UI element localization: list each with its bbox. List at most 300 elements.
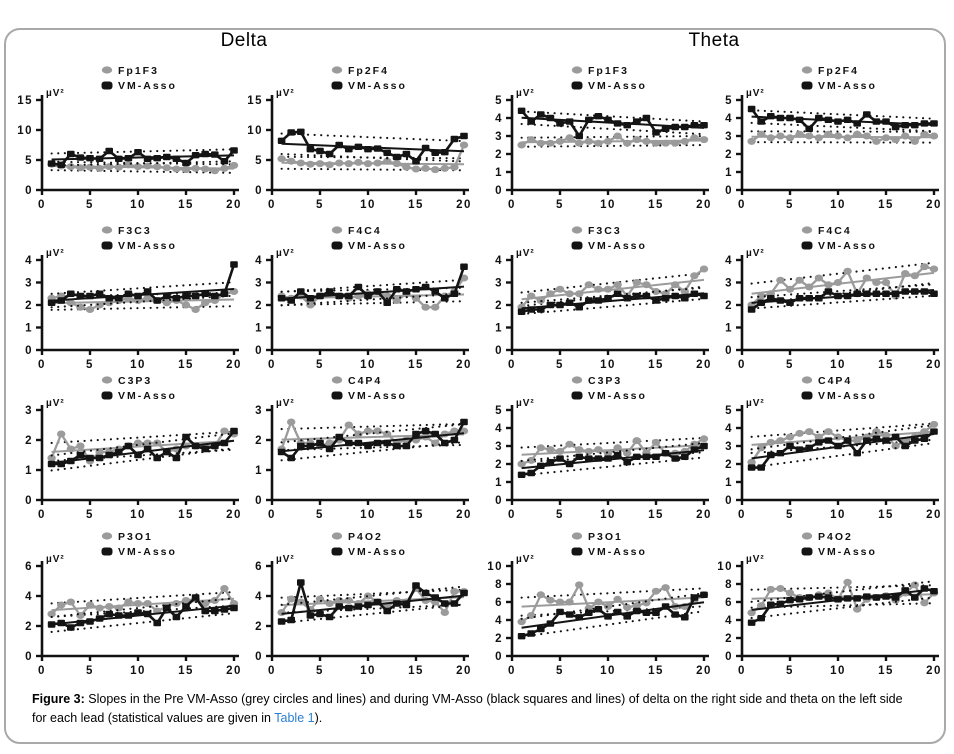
data-point-circle xyxy=(795,131,803,138)
subplot-theta-fp1f3 xyxy=(482,60,716,218)
data-point-square xyxy=(662,295,670,301)
data-point-square xyxy=(364,443,372,449)
legend-vm-marker xyxy=(332,82,343,90)
data-point-square xyxy=(182,603,190,609)
data-point-square xyxy=(786,443,794,449)
data-point-square xyxy=(873,291,881,297)
data-point-circle xyxy=(546,290,554,297)
data-point-circle xyxy=(700,435,708,442)
data-point-circle xyxy=(441,165,449,172)
legend-pre-label: F4C4 xyxy=(818,225,852,237)
data-point-square xyxy=(441,295,449,301)
data-point-square xyxy=(345,605,353,611)
data-point-square xyxy=(230,428,238,434)
data-point-square xyxy=(48,621,56,627)
data-point-square xyxy=(460,419,468,425)
data-point-square xyxy=(882,437,890,443)
svg-text:4: 4 xyxy=(495,113,503,125)
data-point-square xyxy=(614,609,622,615)
data-point-circle xyxy=(460,142,468,149)
data-point-circle xyxy=(546,140,554,147)
legend-pre-marker xyxy=(332,226,342,233)
legend-pre-label: C3P3 xyxy=(588,375,623,387)
chart-canvas xyxy=(712,220,946,378)
chart-canvas xyxy=(712,370,946,528)
svg-text:20: 20 xyxy=(696,199,712,211)
svg-text:15: 15 xyxy=(878,509,894,521)
subplot-theta-p3o1 xyxy=(482,526,716,684)
data-point-circle xyxy=(930,266,938,273)
data-point-circle xyxy=(872,138,880,145)
data-point-square xyxy=(77,293,85,299)
data-point-circle xyxy=(776,277,784,284)
data-point-square xyxy=(623,122,631,128)
data-point-circle xyxy=(421,165,429,172)
svg-text:5: 5 xyxy=(725,95,733,107)
data-point-square xyxy=(221,291,229,297)
legend-pre-marker xyxy=(332,66,342,73)
data-point-square xyxy=(892,291,900,297)
data-point-circle xyxy=(105,603,113,610)
data-point-square xyxy=(345,293,353,299)
data-point-circle xyxy=(182,166,190,173)
data-point-square xyxy=(537,463,545,469)
data-point-square xyxy=(575,133,583,139)
svg-text:5: 5 xyxy=(786,359,794,371)
data-point-square xyxy=(786,300,794,306)
data-point-circle xyxy=(901,133,909,140)
data-point-square xyxy=(527,306,535,312)
data-point-circle xyxy=(700,136,708,143)
data-point-square xyxy=(901,288,909,294)
svg-text:10: 10 xyxy=(487,561,503,573)
data-point-square xyxy=(700,293,708,299)
data-point-square xyxy=(211,443,219,449)
svg-text:20: 20 xyxy=(226,359,242,371)
data-point-circle xyxy=(306,302,314,309)
data-point-square xyxy=(815,593,823,599)
legend-pre-label: C4P4 xyxy=(818,375,853,387)
svg-text:0: 0 xyxy=(255,345,263,357)
svg-text:10: 10 xyxy=(247,125,263,137)
data-point-square xyxy=(393,154,401,160)
legend-vm-label: VM-Asso xyxy=(348,80,407,92)
svg-text:5: 5 xyxy=(556,509,564,521)
data-point-square xyxy=(173,614,181,620)
legend-vm-marker xyxy=(802,242,813,250)
data-point-square xyxy=(921,585,929,591)
legend-vm-marker xyxy=(572,82,583,90)
chart-canvas xyxy=(482,220,716,378)
data-point-circle xyxy=(767,439,775,446)
data-point-square xyxy=(96,291,104,297)
data-point-square xyxy=(374,440,382,446)
svg-text:4: 4 xyxy=(255,255,263,267)
subplot-delta-f4c4 xyxy=(242,220,476,378)
legend-vm-label: VM-Asso xyxy=(348,390,407,402)
data-point-square xyxy=(547,620,555,626)
data-point-square xyxy=(614,120,622,126)
data-point-square xyxy=(805,295,813,301)
svg-text:3: 3 xyxy=(725,441,733,453)
data-point-circle xyxy=(325,600,333,607)
data-point-circle xyxy=(613,596,621,603)
data-point-square xyxy=(518,108,526,114)
subplot-theta-c4p4 xyxy=(712,370,946,528)
chart-canvas xyxy=(12,60,246,218)
svg-text:0: 0 xyxy=(508,359,516,371)
data-point-circle xyxy=(277,155,285,162)
data-point-circle xyxy=(431,166,439,173)
data-point-circle xyxy=(277,609,285,616)
data-point-square xyxy=(307,612,315,618)
data-point-square xyxy=(422,145,430,151)
svg-text:20: 20 xyxy=(926,509,942,521)
y-axis-unit: µV² xyxy=(746,88,765,99)
data-point-circle xyxy=(287,419,295,426)
data-point-circle xyxy=(834,133,842,140)
svg-text:1: 1 xyxy=(25,465,33,477)
data-point-circle xyxy=(747,138,755,145)
data-point-circle xyxy=(441,609,449,616)
svg-text:3: 3 xyxy=(255,277,263,290)
confidence-band-dotted xyxy=(282,134,464,142)
data-point-square xyxy=(882,291,890,297)
table-1-link[interactable]: Table 1 xyxy=(274,711,315,726)
svg-text:10: 10 xyxy=(360,509,376,521)
legend-pre-label: F4C4 xyxy=(348,225,382,237)
legend-vm-label: VM-Asso xyxy=(818,546,877,558)
data-point-circle xyxy=(172,166,180,173)
svg-text:0: 0 xyxy=(25,345,33,357)
subplot-theta-f4c4 xyxy=(712,220,946,378)
data-point-square xyxy=(221,440,229,446)
data-point-square xyxy=(86,618,94,624)
svg-text:3: 3 xyxy=(725,131,733,143)
data-point-square xyxy=(652,129,660,135)
data-point-square xyxy=(393,286,401,292)
legend-pre-label: F3C3 xyxy=(588,225,622,237)
data-point-circle xyxy=(911,138,919,145)
svg-text:6: 6 xyxy=(25,561,33,573)
data-point-circle xyxy=(901,270,909,277)
svg-text:3: 3 xyxy=(255,405,263,417)
data-point-square xyxy=(556,120,564,126)
data-point-square xyxy=(230,147,238,153)
data-point-circle xyxy=(824,131,832,138)
data-point-square xyxy=(643,293,651,299)
y-axis-unit: µV² xyxy=(276,398,295,409)
legend-vm-label: VM-Asso xyxy=(818,240,877,252)
column-header-theta: Theta xyxy=(688,30,740,51)
data-point-circle xyxy=(613,281,621,288)
data-point-circle xyxy=(613,133,621,140)
legend-pre-marker xyxy=(102,66,112,73)
data-point-circle xyxy=(575,581,583,588)
svg-text:20: 20 xyxy=(926,199,942,211)
data-point-square xyxy=(201,291,209,297)
data-point-square xyxy=(825,594,833,600)
svg-text:0: 0 xyxy=(738,199,746,211)
data-point-square xyxy=(604,455,612,461)
data-point-square xyxy=(921,436,929,442)
svg-text:15: 15 xyxy=(17,95,33,107)
confidence-band-dotted xyxy=(52,432,234,443)
legend-vm-label: VM-Asso xyxy=(348,240,407,252)
data-point-circle xyxy=(306,161,314,168)
data-point-square xyxy=(153,297,161,303)
svg-text:1: 1 xyxy=(255,465,263,477)
data-point-square xyxy=(412,431,420,437)
data-point-circle xyxy=(834,434,842,441)
svg-text:5: 5 xyxy=(786,665,794,677)
svg-text:0: 0 xyxy=(268,665,276,677)
data-point-square xyxy=(374,599,382,605)
legend-vm-marker xyxy=(332,392,343,400)
data-point-circle xyxy=(345,597,353,604)
data-point-square xyxy=(153,620,161,626)
data-point-circle xyxy=(604,138,612,145)
data-point-square xyxy=(556,609,564,615)
data-point-square xyxy=(125,612,133,618)
data-point-square xyxy=(681,124,689,130)
y-axis-unit: µV² xyxy=(46,88,65,99)
svg-text:20: 20 xyxy=(456,509,472,521)
svg-text:10: 10 xyxy=(600,509,616,521)
svg-text:15: 15 xyxy=(178,359,194,371)
data-point-square xyxy=(930,120,938,126)
data-point-square xyxy=(173,295,181,301)
data-point-circle xyxy=(594,446,602,453)
data-point-square xyxy=(643,454,651,460)
data-point-square xyxy=(383,440,391,446)
data-point-square xyxy=(316,440,324,446)
data-point-square xyxy=(77,452,85,458)
data-point-square xyxy=(211,151,219,157)
data-point-circle xyxy=(872,279,880,286)
data-point-circle xyxy=(815,134,823,141)
data-point-square xyxy=(441,440,449,446)
data-point-circle xyxy=(325,161,333,168)
chart-canvas xyxy=(712,60,946,218)
data-point-square xyxy=(364,293,372,299)
data-point-square xyxy=(748,620,756,626)
chart-canvas xyxy=(242,220,476,378)
svg-text:5: 5 xyxy=(495,95,503,107)
data-point-circle xyxy=(115,164,123,171)
svg-text:5: 5 xyxy=(786,509,794,521)
data-point-circle xyxy=(565,134,573,141)
svg-text:2: 2 xyxy=(725,149,733,161)
svg-text:5: 5 xyxy=(556,665,564,677)
data-point-circle xyxy=(671,281,679,288)
legend-vm-marker xyxy=(102,242,113,250)
svg-text:15: 15 xyxy=(408,509,424,521)
svg-text:15: 15 xyxy=(408,665,424,677)
data-point-square xyxy=(671,611,679,617)
legend-vm-marker xyxy=(332,548,343,556)
data-point-square xyxy=(844,117,852,123)
data-point-square xyxy=(316,611,324,617)
data-point-square xyxy=(307,295,315,301)
data-point-square xyxy=(307,443,315,449)
data-point-circle xyxy=(642,281,650,288)
charts-grid xyxy=(6,30,944,742)
data-point-square xyxy=(144,288,152,294)
svg-text:0: 0 xyxy=(255,185,263,197)
data-point-circle xyxy=(402,164,410,171)
data-point-square xyxy=(527,118,535,124)
svg-text:5: 5 xyxy=(495,405,503,417)
svg-text:15: 15 xyxy=(648,509,664,521)
svg-text:2: 2 xyxy=(255,621,263,633)
svg-text:2: 2 xyxy=(495,149,503,161)
svg-text:5: 5 xyxy=(556,199,564,211)
data-point-square xyxy=(192,293,200,299)
data-point-square xyxy=(834,596,842,602)
y-axis-unit: µV² xyxy=(746,398,765,409)
data-point-square xyxy=(326,151,334,157)
data-point-square xyxy=(566,611,574,617)
data-point-square xyxy=(863,437,871,443)
svg-text:15: 15 xyxy=(648,665,664,677)
data-point-square xyxy=(892,434,900,440)
svg-text:0: 0 xyxy=(25,495,33,507)
svg-text:0: 0 xyxy=(495,651,503,663)
data-point-square xyxy=(412,158,420,164)
data-point-square xyxy=(364,602,372,608)
data-point-square xyxy=(115,295,123,301)
data-point-square xyxy=(547,115,555,121)
data-point-circle xyxy=(623,140,631,147)
data-point-square xyxy=(173,156,181,162)
data-point-square xyxy=(355,144,363,150)
data-point-square xyxy=(173,455,181,461)
svg-text:15: 15 xyxy=(408,359,424,371)
data-point-circle xyxy=(805,284,813,291)
data-point-circle xyxy=(911,272,919,279)
data-point-circle xyxy=(585,448,593,455)
legend-pre-marker xyxy=(802,532,812,539)
legend-pre-marker xyxy=(572,226,582,233)
svg-text:4: 4 xyxy=(25,255,33,267)
data-point-circle xyxy=(153,163,161,170)
data-point-circle xyxy=(95,302,103,309)
data-point-square xyxy=(287,297,295,303)
svg-text:2: 2 xyxy=(725,633,733,645)
data-point-square xyxy=(105,295,113,301)
svg-text:15: 15 xyxy=(178,509,194,521)
legend xyxy=(102,375,177,402)
data-point-square xyxy=(930,588,938,594)
svg-text:15: 15 xyxy=(648,359,664,371)
data-point-square xyxy=(901,122,909,128)
subplot-delta-f3c3 xyxy=(12,220,246,378)
svg-text:15: 15 xyxy=(178,665,194,677)
data-point-square xyxy=(297,288,305,294)
data-point-square xyxy=(451,291,459,297)
data-point-circle xyxy=(163,164,171,171)
data-point-square xyxy=(518,633,526,639)
legend-vm-label: VM-Asso xyxy=(588,390,647,402)
subplot-theta-c3p3 xyxy=(482,370,716,528)
data-point-square xyxy=(796,596,804,602)
svg-text:10: 10 xyxy=(360,665,376,677)
svg-text:10: 10 xyxy=(830,665,846,677)
data-point-square xyxy=(431,150,439,156)
svg-text:4: 4 xyxy=(725,113,733,125)
data-point-circle xyxy=(805,133,813,140)
svg-text:5: 5 xyxy=(725,405,733,417)
data-point-square xyxy=(221,606,229,612)
y-axis-unit: µV² xyxy=(746,248,765,259)
data-point-circle xyxy=(450,588,458,595)
data-point-square xyxy=(911,122,919,128)
data-point-square xyxy=(834,293,842,299)
data-point-circle xyxy=(220,165,228,172)
legend-vm-marker xyxy=(572,392,583,400)
legend xyxy=(332,375,407,402)
data-point-square xyxy=(691,291,699,297)
legend-pre-marker xyxy=(572,376,582,383)
data-point-square xyxy=(86,155,94,161)
data-point-square xyxy=(96,615,104,621)
chart-canvas xyxy=(242,526,476,684)
data-point-circle xyxy=(345,422,353,429)
data-point-circle xyxy=(585,138,593,145)
data-point-square xyxy=(595,297,603,303)
data-point-square xyxy=(604,295,612,301)
legend-pre-label: P4O2 xyxy=(818,531,853,543)
y-axis-unit: µV² xyxy=(276,88,295,99)
svg-text:10: 10 xyxy=(830,359,846,371)
svg-text:20: 20 xyxy=(226,665,242,677)
data-point-square xyxy=(834,443,842,449)
svg-text:2: 2 xyxy=(255,435,263,447)
svg-text:20: 20 xyxy=(696,509,712,521)
legend-vm-label: VM-Asso xyxy=(118,240,177,252)
data-point-square xyxy=(901,443,909,449)
data-point-circle xyxy=(556,599,564,606)
svg-text:0: 0 xyxy=(268,199,276,211)
data-point-circle xyxy=(594,286,602,293)
caption-body: Slopes in the Pre VM-Asso (grey circles and lines) and during VM-Asso (black squares and lines) of delta on the right side and theta on the left side for each lead (statistical values are given in xyxy=(32,692,903,726)
data-point-square xyxy=(547,459,555,465)
data-point-square xyxy=(278,295,286,301)
data-point-square xyxy=(201,608,209,614)
chart-canvas xyxy=(12,526,246,684)
data-point-square xyxy=(77,620,85,626)
data-point-circle xyxy=(623,604,631,611)
legend-vm-marker xyxy=(802,548,813,556)
svg-text:0: 0 xyxy=(508,509,516,521)
data-point-square xyxy=(671,455,679,461)
data-point-square xyxy=(403,443,411,449)
data-point-circle xyxy=(450,164,458,171)
data-point-square xyxy=(585,117,593,123)
legend-vm-marker xyxy=(572,242,583,250)
data-point-circle xyxy=(585,281,593,288)
legend xyxy=(332,531,407,558)
svg-text:5: 5 xyxy=(25,155,33,167)
data-point-circle xyxy=(345,160,353,167)
data-point-square xyxy=(614,452,622,458)
data-point-square xyxy=(853,595,861,601)
data-point-circle xyxy=(556,286,564,293)
data-point-square xyxy=(393,600,401,606)
data-point-circle xyxy=(920,131,928,138)
confidence-band-dotted xyxy=(52,162,234,165)
